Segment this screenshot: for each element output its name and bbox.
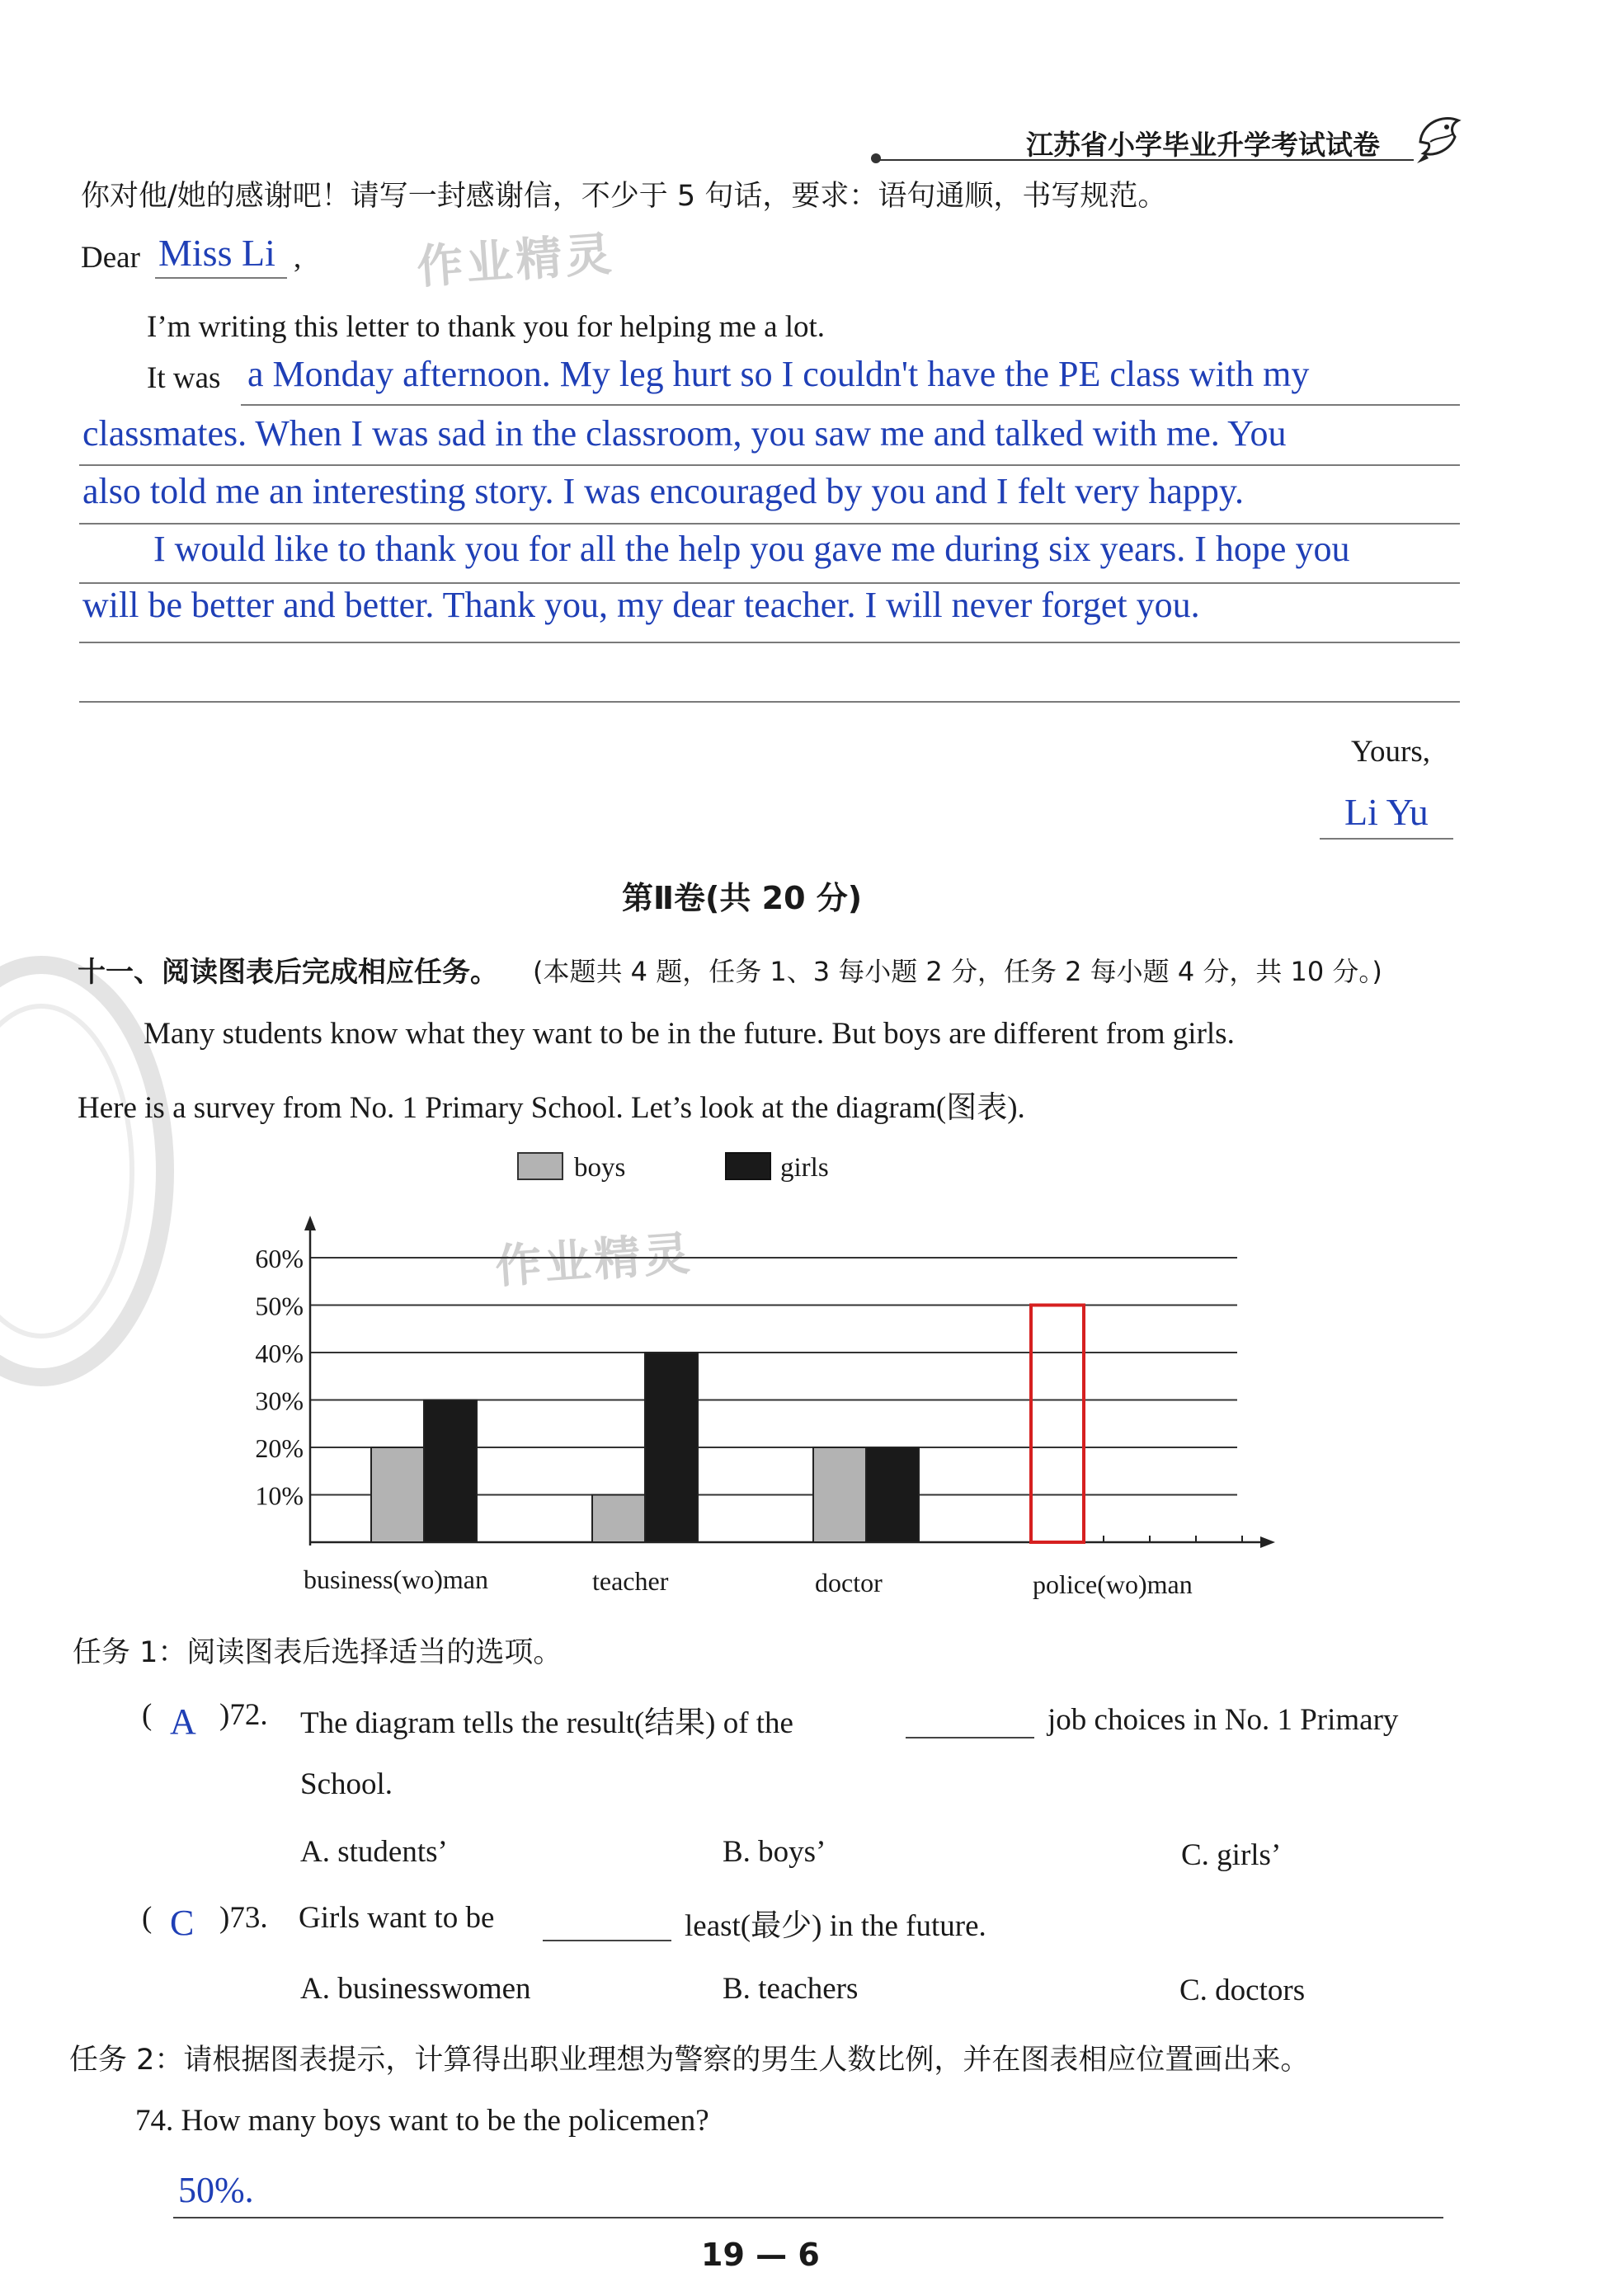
q73-answer[interactable]: C: [170, 1903, 195, 1943]
answer-line-4: I would like to thank you for all the help you gave me during six years. I hope you: [153, 529, 1350, 569]
q72-text-after: job choices in No. 1 Primary: [1047, 1703, 1399, 1737]
q74-text: 74. How many boys want to be the policemen?: [135, 2104, 709, 2138]
bar-boys-1: [592, 1495, 645, 1543]
y-tick-label: 10%: [255, 1480, 304, 1511]
header-title: 江苏省小学毕业升学考试试卷: [1026, 129, 1380, 161]
y-tick-label: 30%: [255, 1386, 304, 1416]
recipient-answer: Miss Li: [158, 232, 275, 274]
legend-label-boys: boys: [574, 1153, 626, 1183]
section-title: 第Ⅱ卷(共 20 分): [622, 880, 863, 916]
answer-line-5: will be better and better. Thank you, my dear teacher. I will never forget you.: [82, 585, 1200, 625]
q73-number: )73.: [219, 1901, 268, 1935]
legend-label-girls: girls: [780, 1153, 829, 1183]
q74-answer-line: [173, 2217, 1443, 2218]
x-category-label: police(wo)man: [1033, 1569, 1193, 1599]
bar-girls-2: [866, 1447, 919, 1542]
bar-boys-3: [1031, 1306, 1084, 1543]
answer-line-3: also told me an interesting story. I was encouraged by you and I felt very happy.: [82, 471, 1244, 511]
x-category-label: doctor: [815, 1568, 883, 1597]
signature-answer: Li Yu: [1344, 791, 1429, 833]
bar-boys-2: [813, 1447, 866, 1542]
q72-paren-open: (: [142, 1698, 153, 1732]
bar-girls-0: [424, 1400, 477, 1543]
dear-comma: ,: [294, 241, 302, 275]
answer-line-2: classmates. When I was sad in the classroom, you saw me and talked with me. You: [82, 413, 1287, 454]
legend-swatch-girls: [726, 1153, 770, 1179]
watermark-text: 作业精灵: [415, 227, 617, 295]
q72-text-before: The diagram tells the result(结果) of the: [300, 1706, 793, 1740]
q72-blank[interactable]: [906, 1737, 1034, 1738]
part11-heading: 十一、阅读图表后完成相应任务。: [78, 956, 498, 989]
q72-text-cont: School.: [300, 1767, 393, 1801]
q72-option-b[interactable]: B. boys’: [723, 1835, 826, 1869]
y-tick-label: 40%: [255, 1339, 304, 1368]
answer-line-1: a Monday afternoon. My leg hurt so I couldn't have the PE class with my: [247, 354, 1310, 394]
part11-para-2: Here is a survey from No. 1 Primary School. Let’s look at the diagram(图表).: [78, 1091, 1025, 1125]
task2-title: 任务 2：请根据图表提示，计算得出职业理想为警察的男生人数比例，并在图表相应位置画出来。: [69, 2044, 1310, 2077]
dear-label: Dear: [81, 241, 140, 275]
q73-option-a[interactable]: A. businesswomen: [300, 1972, 531, 2006]
chart-legend: [518, 1153, 829, 1183]
q73-option-c[interactable]: C. doctors: [1179, 1974, 1306, 2007]
y-tick-label: 20%: [255, 1433, 304, 1463]
part11-heading-note: (本题共 4 题，任务 1、3 每小题 2 分，任务 2 每小题 4 分，共 10 分。): [533, 956, 1382, 987]
letter-instruction: 你对他/她的感谢吧！请写一封感谢信，不少于 5 句话，要求：语句通顺，书写规范。: [81, 180, 1167, 213]
letter-line-1: I’m writing this letter to thank you for helping me a lot.: [147, 310, 826, 344]
q73-text-after: least(最少) in the future.: [685, 1909, 986, 1943]
bar-boys-0: [371, 1447, 424, 1542]
y-tick-label: 50%: [255, 1291, 304, 1321]
closing: Yours,: [1351, 735, 1430, 769]
x-category-label: teacher: [592, 1566, 669, 1596]
q73-blank[interactable]: [543, 1940, 671, 1941]
q72-number: )72.: [219, 1698, 268, 1732]
q73-text-before: Girls want to be: [299, 1901, 495, 1935]
task1-title: 任务 1：阅读图表后选择适当的选项。: [73, 1636, 563, 1669]
q73-option-b[interactable]: B. teachers: [723, 1972, 859, 2006]
y-axis-arrow: [304, 1216, 316, 1230]
legend-swatch-boys: [518, 1153, 563, 1179]
q73-paren-open: (: [142, 1901, 153, 1935]
q74-answer[interactable]: 50%.: [178, 2170, 254, 2210]
q72-option-a[interactable]: A. students’: [300, 1835, 448, 1869]
bar-girls-1: [645, 1353, 698, 1542]
page-number: 19 — 6: [701, 2237, 820, 2273]
watermark-text-chart: 作业精灵: [493, 1226, 695, 1295]
x-axis-arrow: [1260, 1536, 1275, 1548]
it-was-label: It was: [147, 361, 221, 395]
y-tick-label: 60%: [255, 1244, 304, 1273]
q72-answer[interactable]: A: [170, 1701, 196, 1742]
q72-option-c[interactable]: C. girls’: [1181, 1838, 1282, 1872]
part11-para-1: Many students know what they want to be in the future. But boys are different from girls.: [144, 1017, 1235, 1051]
x-category-label: business(wo)man: [304, 1564, 488, 1594]
